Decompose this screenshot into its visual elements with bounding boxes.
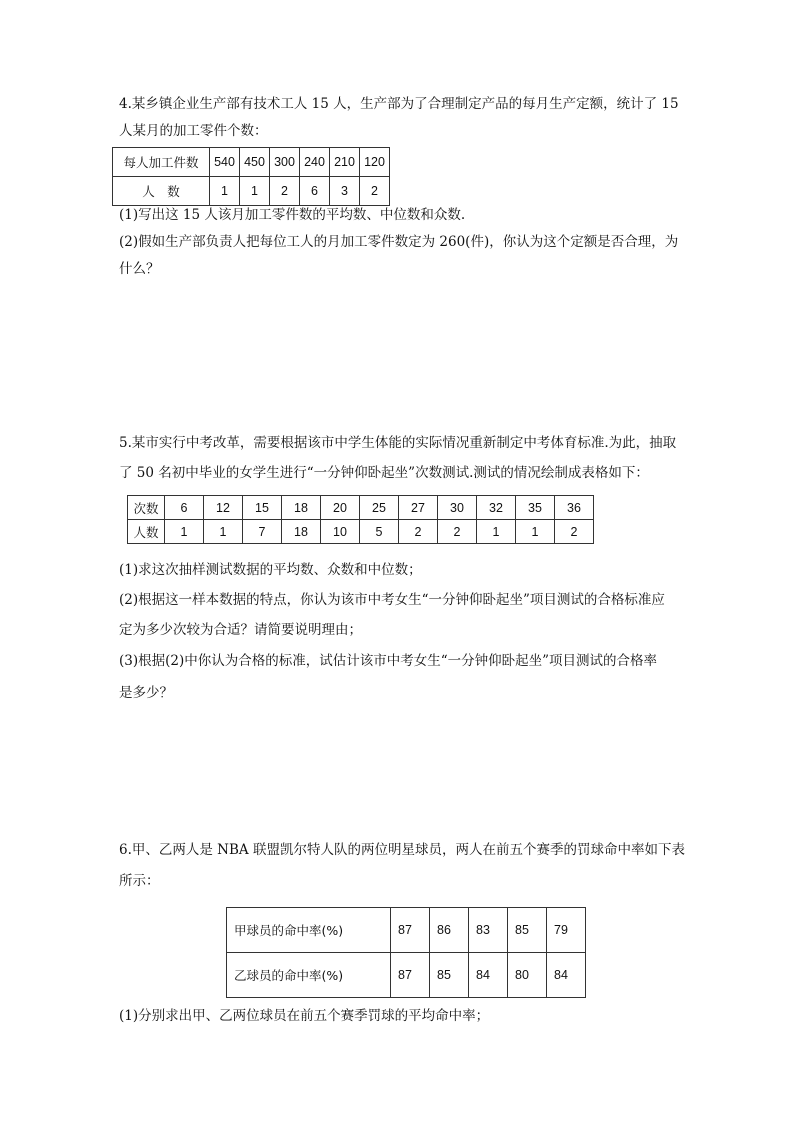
table-cell: 18 bbox=[282, 496, 321, 520]
table-cell: 83 bbox=[469, 908, 508, 953]
table-cell: 7 bbox=[243, 520, 282, 544]
q6-stem-line1: 6.甲、乙两人是 NBA 联盟凯尔特人队的两位明星球员，两人在前五个赛季的罚球命中率如下表 bbox=[119, 842, 685, 858]
table-header-cell: 乙球员的命中率(%) bbox=[227, 953, 391, 998]
table-cell: 18 bbox=[282, 520, 321, 544]
table-cell: 35 bbox=[516, 496, 555, 520]
table-cell: 84 bbox=[469, 953, 508, 998]
table-cell: 84 bbox=[547, 953, 586, 998]
table-cell: 87 bbox=[391, 953, 430, 998]
q4-part2-line1: (2)假如生产部负责人把每位工人的月加工零件数定为 260(件)，你认为这个定额是否合理，为 bbox=[119, 234, 679, 250]
table-cell: 10 bbox=[321, 520, 360, 544]
table-row bbox=[128, 520, 594, 544]
q4-part2-line2: 什么？ bbox=[119, 261, 160, 277]
table-cell: 300 bbox=[270, 148, 300, 177]
table-header-cell: 人数 bbox=[128, 520, 165, 544]
table-cell: 2 bbox=[438, 520, 477, 544]
table-cell: 12 bbox=[204, 496, 243, 520]
table-cell: 15 bbox=[243, 496, 282, 520]
table-cell: 1 bbox=[516, 520, 555, 544]
q5-part2-line1: (2)根据这一样本数据的特点，你认为该市中考女生“一分钟仰卧起坐”项目测试的合格标准应 bbox=[119, 592, 665, 608]
table-cell: 5 bbox=[360, 520, 399, 544]
table-row bbox=[227, 953, 586, 998]
table-cell: 2 bbox=[555, 520, 594, 544]
q6-part1: (1)分别求出甲、乙两位球员在前五个赛季罚球的平均命中率； bbox=[119, 1008, 490, 1024]
table-cell: 240 bbox=[300, 148, 330, 177]
q4-stem-line1: 4.某乡镇企业生产部有技术工人 15 人，生产部为了合理制定产品的每月生产定额，统计了 15 bbox=[119, 96, 679, 112]
table-cell: 85 bbox=[430, 953, 469, 998]
table-cell: 79 bbox=[547, 908, 586, 953]
table-header-cell: 人 数 bbox=[113, 177, 210, 206]
table-cell: 210 bbox=[330, 148, 360, 177]
table-cell: 27 bbox=[399, 496, 438, 520]
table-cell: 1 bbox=[477, 520, 516, 544]
table-cell: 2 bbox=[360, 177, 390, 206]
table-cell: 1 bbox=[240, 177, 270, 206]
table-cell: 25 bbox=[360, 496, 399, 520]
q4-part1: (1)写出这 15 人该月加工零件数的平均数、中位数和众数. bbox=[119, 207, 466, 223]
table-cell: 120 bbox=[360, 148, 390, 177]
table-cell: 30 bbox=[438, 496, 477, 520]
q5-part2-line2: 定为多少次较为合适？请简要说明理由； bbox=[119, 622, 362, 638]
table-cell: 6 bbox=[165, 496, 204, 520]
table-row bbox=[113, 177, 390, 206]
table-cell: 1 bbox=[210, 177, 240, 206]
q5-part1: (1)求这次抽样测试数据的平均数、众数和中位数； bbox=[119, 562, 422, 578]
table-cell: 6 bbox=[300, 177, 330, 206]
table-cell: 80 bbox=[508, 953, 547, 998]
table-cell: 2 bbox=[270, 177, 300, 206]
table-cell: 86 bbox=[430, 908, 469, 953]
table-cell: 450 bbox=[240, 148, 270, 177]
q5-part3-line2: 是多少？ bbox=[119, 685, 173, 701]
table-cell: 3 bbox=[330, 177, 360, 206]
table-header-cell: 每人加工件数 bbox=[113, 148, 210, 177]
q6-table bbox=[226, 907, 586, 998]
q5-stem-line2: 了 50 名初中毕业的女学生进行“一分钟仰卧起坐”次数测试.测试的情况绘制成表格如下： bbox=[119, 465, 649, 481]
table-cell: 2 bbox=[399, 520, 438, 544]
table-cell: 36 bbox=[555, 496, 594, 520]
q5-table bbox=[127, 495, 594, 544]
table-cell: 1 bbox=[204, 520, 243, 544]
q4-stem-line2: 人某月的加工零件个数： bbox=[119, 123, 268, 139]
table-cell: 32 bbox=[477, 496, 516, 520]
table-cell: 540 bbox=[210, 148, 240, 177]
table-header-cell: 甲球员的命中率(%) bbox=[227, 908, 391, 953]
table-row bbox=[227, 908, 586, 953]
table-row bbox=[113, 148, 390, 177]
table-cell: 20 bbox=[321, 496, 360, 520]
q4-table bbox=[112, 147, 390, 206]
table-cell: 87 bbox=[391, 908, 430, 953]
q5-part3-line1: (3)根据(2)中你认为合格的标准，试估计该市中考女生“一分钟仰卧起坐”项目测试的合格率 bbox=[119, 653, 658, 669]
table-header-cell: 次数 bbox=[128, 496, 165, 520]
q6-stem-line2: 所示： bbox=[119, 873, 160, 889]
table-cell: 85 bbox=[508, 908, 547, 953]
table-cell: 1 bbox=[165, 520, 204, 544]
q5-stem-line1: 5.某市实行中考改革，需要根据该市中学生体能的实际情况重新制定中考体育标准.为此，抽取 bbox=[119, 435, 677, 451]
table-row bbox=[128, 496, 594, 520]
